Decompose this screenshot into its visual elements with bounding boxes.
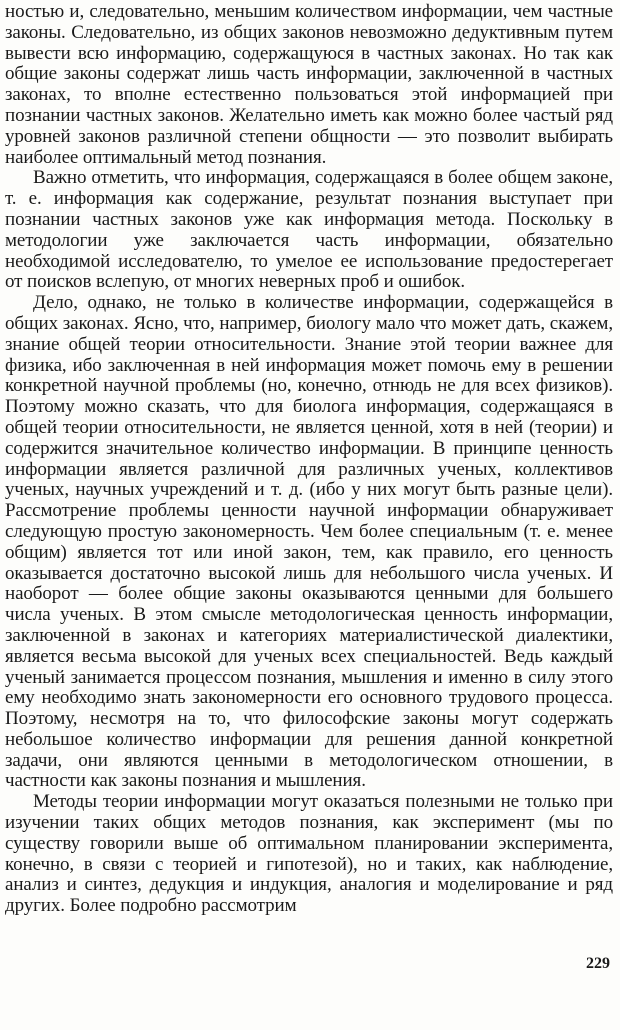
- page-number: 229: [586, 955, 610, 972]
- paragraph-2: Важно отметить, что информация, содержащаяся в более общем законе, т. е. информация как содержание, результат познания выступает при познании частных законов уже как информация метода. Поскольку в методологии уже заключается часть информации, обязательно необходимой исследователю, то умелое ее использование предостерегает от поисков вслепую, от многих неверных проб и ошибок.: [5, 167, 613, 293]
- body-text: [5, 2, 613, 917]
- paragraph-3: Дело, однако, не только в количестве информации, содержащейся в общих законах. Ясно, что, например, биологу мало что может дать, скажем, знание общей теории относительности. Знание этой теории важнее для физика, ибо заключенная в ней информация может помочь ему в решении конкретной научной проблемы (но, конечно, отнюдь не для всех физиков). Поэтому можно сказать, что для биолога информация, содержащаяся в общей теории относительности, не является ценной, хотя в ней (теории) и содержится значительное количество информации. В принципе ценность информации является различной для различных ученых, коллективов ученых, научных учреждений и т. д. (ибо у них могут быть разные цели). Рассмотрение проблемы ценности научной информации обнаруживает следующую простую закономерность. Чем более специальным (т. е. менее общим) является тот или иной закон, тем, как правило, его ценность оказывается достаточно высокой лишь для небольшого числа ученых. И наоборот — более общие законы оказываются ценными для большего числа ученых. В этом смысле методологическая ценность информации, заключенной в законах и категориях материалистической диалектики, является весьма высокой для ученых всех специальностей. Ведь каждый ученый занимается процессом познания, мышления и именно в силу этого ему необходимо знать закономерности его основного трудового процесса. Поэтому, несмотря на то, что философские законы могут содержать небольшое количество информации для решения данной конкретной задачи, они являются ценными в методологическом отношении, в частности как законы познания и мышления.: [5, 292, 613, 792]
- paragraph-4: Методы теории информации могут оказаться полезными не только при изучении таких общих методов познания, как эксперимент (мы по существу говорили выше об оптимальном планировании эксперимента, конечно, в связи с теорией и гипотезой), но и таких, как наблюдение, анализ и синтез, дедукция и индукция, аналогия и моделирование и ряд других. Более подробно рассмотрим: [5, 791, 613, 917]
- paragraph-1: ностью и, следовательно, меньшим количеством информации, чем частные законы. Следовательно, из общих законов невозможно дедуктивным путем вывести всю информацию, содержащуюся в частных законах. Но так как общие законы содержат лишь часть информации, заключенной в частных законах, то вполне естественно пользоваться этой информацией при познании частных законов. Желательно иметь как можно более частый ряд уровней законов различной степени общности — это позволит выбирать наиболее оптимальный метод познания.: [5, 1, 613, 168]
